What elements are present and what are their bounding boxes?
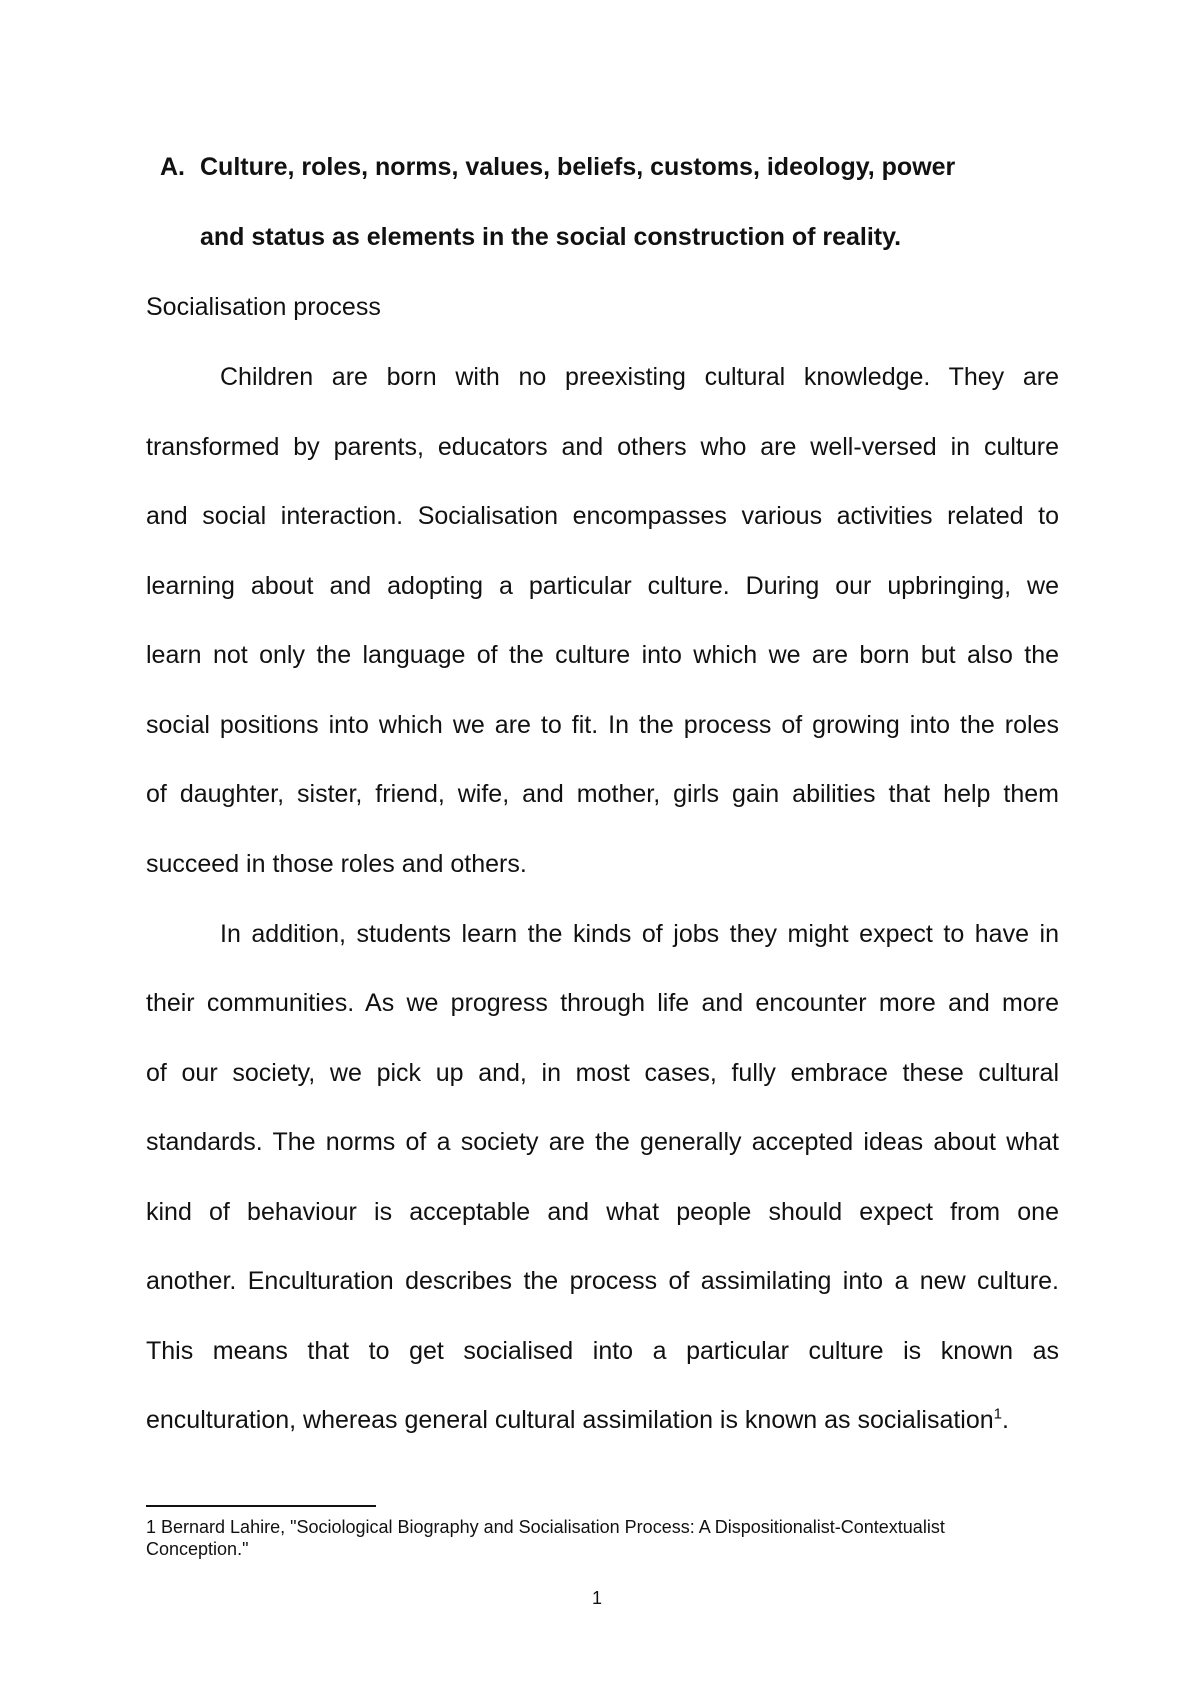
- paragraph-2-line: standards. The norms of a society are the generally accepted ideas about what: [146, 1128, 1059, 1156]
- paragraph-1-line: of daughter, sister, friend, wife, and mother, girls gain abilities that help them: [146, 780, 1059, 808]
- heading-line-1: [160, 152, 955, 182]
- heading-text-1: Culture, roles, norms, values, beliefs, customs, ideology, power: [200, 153, 956, 181]
- paragraph-1-line: and social interaction. Socialisation encompasses various activities related to: [146, 502, 1059, 530]
- paragraph-2-line: of our society, we pick up and, in most cases, fully embrace these cultural: [146, 1059, 1059, 1087]
- paragraph-1-line: Children are born with no preexisting cultural knowledge. They are: [220, 363, 1059, 391]
- footnote-text-line-2: Conception.": [146, 1539, 249, 1559]
- paragraph-1-line: transformed by parents, educators and others who are well-versed in culture: [146, 433, 1059, 461]
- section-title: Socialisation process: [146, 293, 381, 321]
- paragraph-2-line: kind of behaviour is acceptable and what people should expect from one: [146, 1198, 1059, 1226]
- footnote-text-line-1: 1 Bernard Lahire, "Sociological Biography and Socialisation Process: A Dispositionalist-Contextualist: [146, 1517, 945, 1537]
- paragraph-1-line: learn not only the language of the culture into which we are born but also the: [146, 641, 1059, 669]
- paragraph-2-line: In addition, students learn the kinds of jobs they might expect to have in: [220, 920, 1059, 948]
- heading-label: A.: [160, 153, 185, 181]
- paragraph-2-line: another. Enculturation describes the process of assimilating into a new culture.: [146, 1267, 1059, 1295]
- paragraph-2-line: This means that to get socialised into a particular culture is known as: [146, 1337, 1059, 1365]
- trailing-period: .: [1002, 1406, 1009, 1434]
- page-number: 1: [592, 1588, 603, 1608]
- paragraph-2-last-line: [146, 1405, 1009, 1435]
- heading-text-2: and status as elements in the social construction of reality.: [200, 223, 902, 251]
- paragraph-2-line: their communities. As we progress through life and encounter more and more: [146, 989, 1059, 1017]
- paragraph-1-line: succeed in those roles and others.: [146, 850, 527, 878]
- footnote-separator: [146, 1505, 376, 1507]
- paragraph-1-line: learning about and adopting a particular culture. During our upbringing, we: [146, 572, 1059, 600]
- heading-line-2: [200, 222, 901, 252]
- paragraph-2-line: enculturation, whereas general cultural assimilation is known as socialisation: [146, 1406, 994, 1434]
- footnote-reference[interactable]: 1: [993, 1405, 1002, 1423]
- paragraph-1-line: social positions into which we are to fit. In the process of growing into the roles: [146, 711, 1059, 739]
